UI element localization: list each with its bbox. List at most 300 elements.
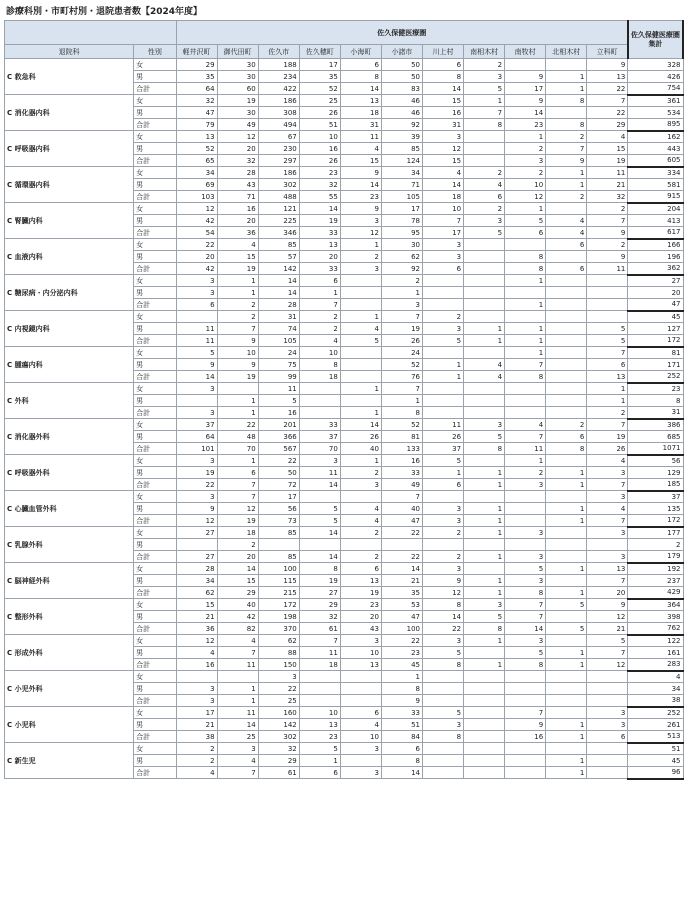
count-cell: 230	[258, 143, 299, 155]
count-cell: 8	[381, 755, 422, 767]
count-cell: 32	[258, 743, 299, 755]
count-cell: 11	[217, 707, 258, 719]
count-cell: 26	[422, 431, 463, 443]
department-name: C 新生児	[5, 743, 134, 779]
count-cell: 32	[176, 95, 217, 107]
count-cell: 3	[587, 707, 628, 719]
count-cell: 25	[299, 95, 340, 107]
count-cell	[546, 707, 587, 719]
count-cell: 11	[217, 659, 258, 671]
count-cell: 8	[505, 263, 546, 275]
count-cell: 10	[340, 731, 381, 743]
count-cell: 47	[176, 107, 217, 119]
count-cell	[340, 491, 381, 503]
count-cell: 6	[464, 191, 505, 203]
sex-label: 男	[134, 251, 176, 263]
count-cell: 4	[587, 455, 628, 467]
count-cell: 5	[464, 431, 505, 443]
count-cell: 14	[176, 371, 217, 383]
count-cell: 29	[258, 755, 299, 767]
table-row	[5, 527, 684, 539]
count-cell: 2	[505, 167, 546, 179]
count-cell	[299, 683, 340, 695]
count-cell	[299, 695, 340, 707]
count-cell: 3	[505, 479, 546, 491]
table-row	[5, 455, 684, 467]
count-cell	[464, 239, 505, 251]
count-cell: 302	[258, 731, 299, 743]
count-cell	[505, 383, 546, 395]
count-cell: 92	[381, 263, 422, 275]
count-cell: 14	[381, 767, 422, 779]
sex-label: 合計	[134, 335, 176, 347]
count-cell: 12	[422, 587, 463, 599]
count-cell: 150	[258, 659, 299, 671]
department-name: C 心臓血管外科	[5, 491, 134, 527]
table-row	[5, 383, 684, 395]
count-cell: 133	[381, 443, 422, 455]
count-cell: 1	[464, 323, 505, 335]
count-cell: 2	[587, 407, 628, 419]
count-cell: 26	[340, 431, 381, 443]
count-cell: 142	[258, 263, 299, 275]
count-cell: 43	[217, 179, 258, 191]
count-cell	[464, 287, 505, 299]
count-cell: 4	[217, 755, 258, 767]
count-cell: 2	[299, 323, 340, 335]
count-cell: 5	[422, 707, 463, 719]
count-cell	[464, 671, 505, 683]
count-cell: 105	[258, 335, 299, 347]
count-cell	[546, 383, 587, 395]
count-cell: 65	[176, 155, 217, 167]
count-cell: 14	[340, 419, 381, 431]
count-cell: 2	[422, 551, 463, 563]
count-cell: 2	[546, 419, 587, 431]
city-header: 小諸市	[381, 45, 422, 59]
count-cell: 15	[422, 95, 463, 107]
count-cell: 100	[258, 563, 299, 575]
count-cell: 3	[464, 599, 505, 611]
count-cell: 3	[587, 527, 628, 539]
count-cell: 5	[464, 611, 505, 623]
count-cell: 186	[258, 167, 299, 179]
count-cell: 3	[587, 551, 628, 563]
city-header: 南牧村	[505, 45, 546, 59]
count-cell: 7	[587, 515, 628, 527]
sex-label: 男	[134, 287, 176, 299]
count-cell: 11	[258, 383, 299, 395]
count-cell: 5	[587, 635, 628, 647]
count-cell: 3	[381, 299, 422, 311]
department-name: C 呼吸器外科	[5, 455, 134, 491]
count-cell: 61	[299, 623, 340, 635]
count-cell: 3	[176, 287, 217, 299]
count-cell	[464, 743, 505, 755]
sex-label: 女	[134, 671, 176, 683]
count-cell	[505, 695, 546, 707]
count-cell: 36	[176, 623, 217, 635]
count-cell: 346	[258, 227, 299, 239]
count-cell: 9	[176, 359, 217, 371]
count-cell: 6	[217, 467, 258, 479]
count-cell: 3	[464, 215, 505, 227]
count-cell: 8	[505, 587, 546, 599]
count-cell: 215	[258, 587, 299, 599]
table-row	[5, 59, 684, 71]
count-cell: 18	[299, 659, 340, 671]
city-header: 小海町	[340, 45, 381, 59]
count-cell: 4	[217, 239, 258, 251]
count-cell: 3	[176, 275, 217, 287]
count-cell: 12	[505, 191, 546, 203]
count-cell: 103	[176, 191, 217, 203]
count-cell: 7	[505, 431, 546, 443]
count-cell: 1	[464, 587, 505, 599]
count-cell: 34	[176, 575, 217, 587]
count-cell: 5	[505, 563, 546, 575]
count-cell: 23	[505, 119, 546, 131]
sex-label: 男	[134, 179, 176, 191]
count-cell	[546, 323, 587, 335]
total-cell: 252	[628, 707, 683, 719]
sex-label: 男	[134, 719, 176, 731]
city-header: 御代田町	[217, 45, 258, 59]
count-cell: 28	[217, 167, 258, 179]
count-cell	[505, 767, 546, 779]
count-cell: 19	[217, 263, 258, 275]
total-cell: 23	[628, 383, 683, 395]
count-cell	[587, 671, 628, 683]
count-cell: 7	[505, 707, 546, 719]
count-cell: 22	[217, 419, 258, 431]
count-cell: 36	[217, 227, 258, 239]
count-cell	[340, 695, 381, 707]
count-cell: 28	[258, 299, 299, 311]
count-cell: 19	[176, 467, 217, 479]
count-cell: 5	[258, 395, 299, 407]
sex-label: 女	[134, 347, 176, 359]
count-cell	[546, 407, 587, 419]
count-cell	[464, 395, 505, 407]
count-cell: 82	[217, 623, 258, 635]
count-cell: 23	[381, 647, 422, 659]
total-cell: 172	[628, 515, 683, 527]
total-cell: 237	[628, 575, 683, 587]
count-cell: 8	[422, 731, 463, 743]
count-cell: 9	[340, 167, 381, 179]
count-cell: 23	[340, 191, 381, 203]
count-cell: 22	[587, 107, 628, 119]
sex-label: 男	[134, 755, 176, 767]
count-cell: 52	[381, 359, 422, 371]
total-cell: 534	[628, 107, 683, 119]
count-cell: 10	[299, 707, 340, 719]
count-cell: 1	[505, 299, 546, 311]
count-cell: 2	[505, 143, 546, 155]
total-cell: 426	[628, 71, 683, 83]
count-cell	[381, 539, 422, 551]
count-cell: 4	[464, 371, 505, 383]
count-cell: 88	[258, 647, 299, 659]
count-cell: 4	[299, 335, 340, 347]
count-cell: 567	[258, 443, 299, 455]
count-cell: 12	[176, 203, 217, 215]
total-cell: 895	[628, 119, 683, 131]
count-cell: 3	[340, 263, 381, 275]
count-cell: 101	[176, 443, 217, 455]
count-cell: 9	[546, 155, 587, 167]
count-cell: 2	[546, 131, 587, 143]
sex-label: 女	[134, 527, 176, 539]
count-cell: 14	[340, 83, 381, 95]
count-cell	[464, 455, 505, 467]
count-cell: 2	[587, 239, 628, 251]
count-cell: 11	[587, 263, 628, 275]
count-cell	[464, 731, 505, 743]
count-cell: 34	[176, 167, 217, 179]
count-cell: 7	[505, 611, 546, 623]
count-cell: 6	[299, 275, 340, 287]
table-row	[5, 743, 684, 755]
count-cell: 3	[340, 743, 381, 755]
count-cell	[340, 371, 381, 383]
count-cell	[422, 755, 463, 767]
count-cell: 9	[217, 359, 258, 371]
count-cell	[422, 683, 463, 695]
count-cell	[176, 671, 217, 683]
count-cell: 1	[381, 671, 422, 683]
count-cell: 13	[587, 563, 628, 575]
count-cell: 2	[546, 191, 587, 203]
count-cell: 3	[505, 551, 546, 563]
count-cell	[464, 251, 505, 263]
sex-label: 女	[134, 599, 176, 611]
count-cell: 16	[299, 143, 340, 155]
count-cell: 8	[505, 251, 546, 263]
sex-label: 合計	[134, 623, 176, 635]
city-header: 立科町	[587, 45, 628, 59]
sex-label: 男	[134, 395, 176, 407]
department-name: C 腫瘍内科	[5, 347, 134, 383]
count-cell: 67	[258, 131, 299, 143]
total-cell: 252	[628, 371, 683, 383]
count-cell: 13	[299, 239, 340, 251]
count-cell: 2	[422, 527, 463, 539]
sex-label: 女	[134, 311, 176, 323]
count-cell: 47	[381, 611, 422, 623]
count-cell: 95	[381, 227, 422, 239]
count-cell	[546, 551, 587, 563]
total-cell: 192	[628, 563, 683, 575]
count-cell	[299, 671, 340, 683]
count-cell: 7	[587, 419, 628, 431]
count-cell: 8	[464, 623, 505, 635]
count-cell: 494	[258, 119, 299, 131]
count-cell: 47	[381, 515, 422, 527]
count-cell	[546, 311, 587, 323]
count-cell: 2	[587, 203, 628, 215]
count-cell: 37	[176, 419, 217, 431]
total-cell: 261	[628, 719, 683, 731]
count-cell: 5	[422, 335, 463, 347]
count-cell: 1	[505, 203, 546, 215]
count-cell: 40	[381, 503, 422, 515]
count-cell: 2	[464, 59, 505, 71]
count-cell: 10	[299, 131, 340, 143]
count-cell: 13	[340, 575, 381, 587]
count-cell: 22	[381, 527, 422, 539]
total-cell: 177	[628, 527, 683, 539]
count-cell: 21	[587, 623, 628, 635]
count-cell: 15	[340, 155, 381, 167]
sex-label: 合計	[134, 299, 176, 311]
count-cell: 7	[381, 383, 422, 395]
count-cell: 32	[299, 179, 340, 191]
count-cell: 85	[381, 143, 422, 155]
table-row	[5, 347, 684, 359]
count-cell: 4	[546, 215, 587, 227]
count-cell: 2	[340, 551, 381, 563]
total-cell: 166	[628, 239, 683, 251]
table-row	[5, 707, 684, 719]
count-cell: 26	[299, 107, 340, 119]
header-blank	[5, 21, 177, 45]
count-cell: 19	[299, 575, 340, 587]
count-cell: 370	[258, 623, 299, 635]
count-cell: 13	[587, 371, 628, 383]
sex-label: 男	[134, 683, 176, 695]
count-cell: 12	[587, 659, 628, 671]
count-cell: 9	[505, 95, 546, 107]
count-cell	[464, 563, 505, 575]
total-cell: 127	[628, 323, 683, 335]
count-cell	[505, 755, 546, 767]
count-cell: 1	[299, 287, 340, 299]
count-cell: 5	[422, 455, 463, 467]
count-cell: 57	[258, 251, 299, 263]
count-cell	[299, 395, 340, 407]
count-cell: 15	[217, 251, 258, 263]
count-cell: 198	[258, 611, 299, 623]
count-cell: 19	[299, 215, 340, 227]
count-cell	[422, 671, 463, 683]
count-cell: 38	[176, 731, 217, 743]
count-cell: 62	[258, 635, 299, 647]
count-cell	[464, 491, 505, 503]
count-cell: 28	[176, 563, 217, 575]
department-name: C 糖尿病・内分泌内科	[5, 275, 134, 311]
sex-label: 女	[134, 455, 176, 467]
count-cell	[505, 539, 546, 551]
count-cell: 1	[340, 239, 381, 251]
sex-label: 女	[134, 419, 176, 431]
sex-label: 男	[134, 647, 176, 659]
total-cell: 361	[628, 95, 683, 107]
count-cell: 21	[587, 179, 628, 191]
count-cell: 7	[299, 299, 340, 311]
count-cell: 6	[546, 431, 587, 443]
count-cell: 2	[217, 311, 258, 323]
count-cell: 4	[340, 503, 381, 515]
count-cell: 3	[505, 527, 546, 539]
count-cell: 35	[176, 71, 217, 83]
count-cell	[299, 383, 340, 395]
count-cell: 1	[464, 515, 505, 527]
count-cell: 17	[505, 83, 546, 95]
count-cell: 6	[587, 359, 628, 371]
count-cell	[299, 491, 340, 503]
count-cell	[340, 395, 381, 407]
count-cell	[464, 539, 505, 551]
city-header: 佐久穂町	[299, 45, 340, 59]
count-cell: 15	[176, 599, 217, 611]
count-cell	[587, 767, 628, 779]
department-name: C 乳腺外科	[5, 527, 134, 563]
count-cell: 8	[422, 71, 463, 83]
count-cell	[505, 395, 546, 407]
count-cell	[340, 683, 381, 695]
count-cell: 5	[464, 83, 505, 95]
count-cell: 29	[587, 119, 628, 131]
count-cell: 1	[546, 731, 587, 743]
count-cell	[422, 287, 463, 299]
count-cell: 188	[258, 59, 299, 71]
count-cell	[422, 539, 463, 551]
count-cell: 61	[258, 767, 299, 779]
count-cell: 7	[299, 635, 340, 647]
count-cell: 3	[422, 563, 463, 575]
sex-label: 女	[134, 707, 176, 719]
count-cell: 1	[422, 467, 463, 479]
count-cell: 4	[340, 719, 381, 731]
city-header: 南相木村	[464, 45, 505, 59]
count-cell: 1	[546, 515, 587, 527]
count-cell: 14	[505, 623, 546, 635]
count-cell	[464, 695, 505, 707]
count-cell	[340, 755, 381, 767]
count-cell: 64	[176, 83, 217, 95]
count-cell	[546, 491, 587, 503]
count-cell: 8	[381, 683, 422, 695]
count-cell: 10	[340, 647, 381, 659]
count-cell: 34	[381, 167, 422, 179]
count-cell	[587, 743, 628, 755]
count-cell	[505, 287, 546, 299]
count-cell: 1	[505, 323, 546, 335]
count-cell: 50	[381, 59, 422, 71]
count-cell: 9	[505, 71, 546, 83]
count-cell: 1	[464, 95, 505, 107]
count-cell	[546, 695, 587, 707]
count-cell: 29	[176, 59, 217, 71]
count-cell: 21	[176, 611, 217, 623]
table-row	[5, 671, 684, 683]
count-cell	[505, 503, 546, 515]
count-cell: 7	[587, 95, 628, 107]
count-cell: 3	[422, 515, 463, 527]
total-cell: 581	[628, 179, 683, 191]
count-cell: 1	[464, 527, 505, 539]
count-cell: 10	[299, 347, 340, 359]
count-cell: 9	[217, 335, 258, 347]
count-cell: 62	[176, 587, 217, 599]
sex-label: 女	[134, 383, 176, 395]
count-cell: 2	[217, 539, 258, 551]
count-cell: 24	[381, 347, 422, 359]
count-cell: 21	[176, 719, 217, 731]
count-cell: 8	[381, 407, 422, 419]
